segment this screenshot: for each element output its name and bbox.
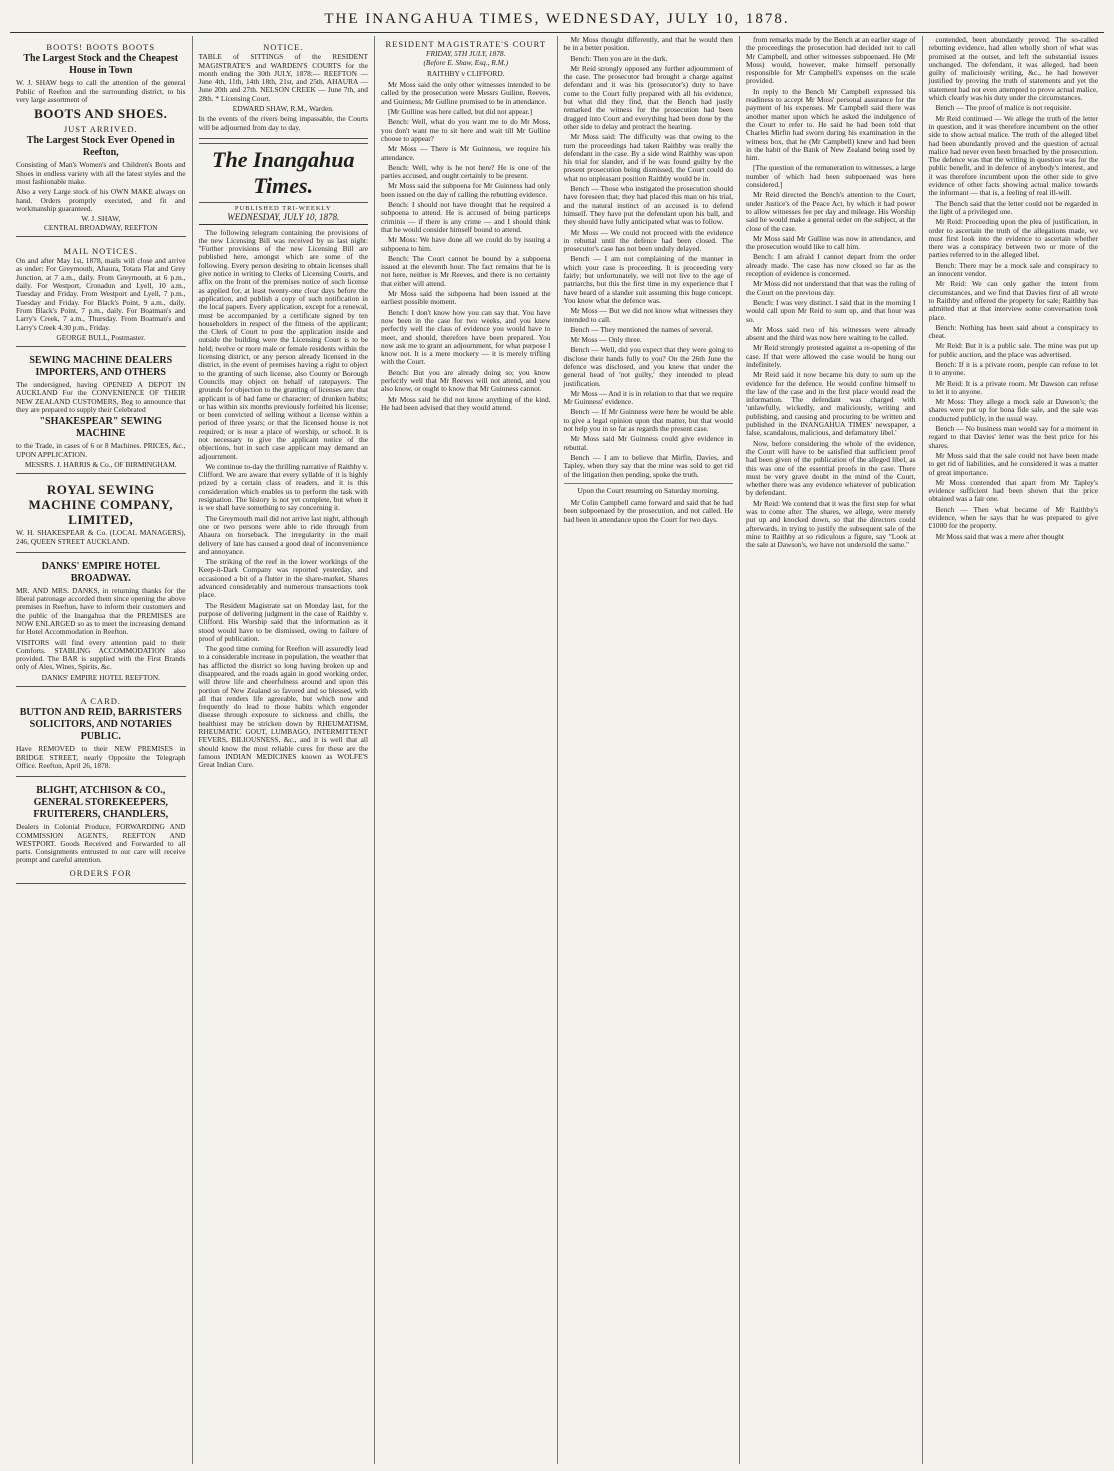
- court-date: FRIDAY, 5TH JULY, 1878.: [426, 49, 506, 59]
- ad-boots-sub: JUST ARRIVED.: [63, 124, 138, 135]
- col4-p5: Bench — Those who instigated the prosecution should have foreseen that; they had placed this man on his trial, and the natural instinct of an accused is to defend himself. They have put the defendant upon his ball, and they should have fully anticipated what was to follow.: [563, 184, 733, 227]
- col4-p14: Mr Moss said Mr Guinness could give evidence in rebuttal.: [563, 434, 733, 452]
- col4-p16: Mr Colin Campbell came forward and said that he had been subpoenaed by the prosecution, and not called. He had been in attendance upon the Court for two days.: [563, 498, 733, 524]
- court-p7: Bench: I should not have thought that he required a subpoena to attend. He is accused of being particeps criminis — if there is any crime — and I should think that he would consider himself bound to attend.: [381, 200, 551, 234]
- editorial-p4: The striking of the reef in the lower workings of the Keep-it-Dark Company was reported yesterday, and occasioned a bit of a flutter in the share-market. Shares advanced considerably and numerous transactions took place.: [198, 557, 368, 600]
- col6-p11: Mr Reid: It is a private room. Mr Dawson can refuse to let it to anyone.: [928, 378, 1098, 396]
- ad-sewing-text2: to the Trade, in cases of 6 or 8 Machines. PRICES, &c., UPON APPLICATION.: [16, 441, 186, 459]
- column-5: [740, 36, 923, 1464]
- col5-p1: from remarks made by the Bench at an earlier stage of the proceedings the prosecution had decided not to call Mr Campbell, and other witnesses subpoenaed. He (Mr Moss) would, however, make himself personally responsible for Mr Campbell's expenses on the scale provided.: [746, 36, 916, 86]
- ad-boots-text2: Consisting of Man's Women's and Children's Boots and Shoes in endless variety with all the latest styles and the most fashionable make.: [16, 160, 186, 187]
- court-p5: Bench: Well, why is he not here? He is one of the parties accused, and ought certainly to be present.: [381, 162, 551, 181]
- ad-mail-text: On and after May 1st, 1878, mails will close and arrive as under: For Greymouth, Ahaura, Totara Flat and Grey Junction, at 7 a.m., daily. From Greymouth, at 6 p.m., daily. For Westport, Cronadun and Lyell, 10 a.m., Tuesday and Friday. From Westport and Lyell, 7 p.m., Tuesday and Friday. For Black's Point, 9 a.m., daily. From Black's Point, 7 p.m., daily. For Boatman's and Larry's Creek, 7 a.m., Thursday. From Boatman's and Larry's Creek 4.30 p.m., Friday.: [16, 256, 186, 332]
- col6-p10: Bench: If it is a private room, people can refuse to let it to anyone.: [928, 359, 1098, 378]
- court-case: RAITHBY v CLIFFORD.: [426, 68, 505, 78]
- court-p11: Bench: I don't know how you can say that. You have now been in the case for two weeks, and you knew perfectly well the class of evidence you would have to meet, and should, therefore have been prepared. You now ask me to grant an adjournment, for what purpose I know not. It is a mere mockery — it is merely trifling with the Court.: [381, 307, 551, 367]
- editorial-p3: The Greymouth mail did not arrive last night, although one or two persons were able to ride through from Ahaura on horseback. The irregularity in the mail delivery of late has caused a good deal of inconvenience and annoyance.: [198, 513, 368, 556]
- court-p10: Mr Moss said the subpoena had been issued at the earliest possible moment.: [381, 289, 551, 307]
- notice-text: TABLE of SITTINGS of the RESIDENT MAGISTRATE'S and WARDEN'S COURTS for the month ending the 30th JULY, 1878:— REEFTON — June 4th, 11th, 14th 18th, 21st, and 25th. AHAURA — June 20th and 27th. NELSON CREEK — June 7th, and 28th. * Licensing Court.: [198, 52, 368, 103]
- ad-boots-title: The Largest Stock and the Cheapest House in Town: [23, 53, 179, 77]
- ad-boots-text: W. J. SHAW begs to call the attention of the general Public of Reefton and the surrounding district, to his very large assortment of: [16, 78, 186, 104]
- col5-p7: Mr Moss did not understand that that was the ruling of the Court on the previous day.: [746, 279, 916, 297]
- court-p8: Mr Moss: We have done all we could do by issuing a subpoena to him.: [381, 235, 551, 253]
- ad-blight-text: Dealers in Colonial Produce, FORWARDING AND COMMISSION AGENTS, REEFTON AND WESTPORT. Goods Received and Forwarded to all parts. Consignments entrusted to our care will receive prompt and careful attention.: [16, 822, 186, 865]
- col6-p9: Mr Reid: But it is a public sale. The mine was put up for public auction, and the place was advertised.: [928, 341, 1098, 359]
- ad-card-text: Have REMOVED to their NEW PREMISES in BRIDGE STREET, nearly Opposite the Telegraph Office. Reefton, April 26, 1878.: [16, 744, 186, 770]
- col4-p9: Bench — They mentioned the names of several.: [570, 324, 713, 334]
- col5-p5: Mr Moss said Mr Gulline was now in attendance, and the prosecution would like to call him.: [746, 233, 916, 252]
- col6-p12: Mr Moss: They allege a mock sale at Dawson's; the shares were put up for bona fide sale, and the sale was conducted publicly, in the usual way.: [928, 397, 1098, 423]
- ad-boots: [16, 36, 186, 237]
- court-p3: Bench: Well, what do you want me to do Mr Moss, you don't want me to sit here and wait till Mr Gulline choose to appear?: [381, 117, 551, 143]
- col6-p4: The Bench said that the letter could not be regarded in the light of a privileged one.: [928, 198, 1098, 216]
- ad-boots-title2: The Largest Stock Ever Opened in Reefton,: [26, 135, 175, 159]
- ad-boots-addr: CENTRAL BROADWAY, REEFTON: [43, 222, 158, 232]
- ad-hotel-text: MR. AND MRS. DANKS, in returning thanks for the liberal patronage accorded them since opening the above premises in Reefton, have to inform their customers and the public of the Inangahua that the PREMISES are NOW ENLARGED so as to meet the increasing demand for Hotel Accommodation in Reefton.: [16, 585, 186, 637]
- col4-p11: Bench — Well, did you expect that they were going to disclose their hands fully to you? On the 26th June the defence was disclosed, and you knew that under the general head of 'not guilty,' they intended to plead justification.: [563, 345, 733, 388]
- col6-p1: contended, been abundantly proved. The so-called rebutting evidence, had allen wholly short of what was promised at the outset, and left the substantial issues unchanged. The defendant, it was alleged, had been guilty of maliciously writing, &c., he had however justified by proving the truth of statements and yet the statement had not even attempted to prove actual malice, which clearly was his duty under the circumstances.: [928, 36, 1098, 103]
- col4-upon: Upon the Court resuming on Saturday morning,: [564, 483, 734, 495]
- col4-p7: Bench — I am not complaining of the manner in which your case is proceeding. It is proceeding very fairly; but unfortunately, we will not live to the age of patriarchs, but this the first time in my experience that I have heard of a slander suit assuming this huge concept. You know what the defence was.: [563, 254, 733, 305]
- court-head: RESIDENT MAGISTRATE'S COURT: [385, 39, 547, 49]
- ad-sewing-big: SEWING MACHINE DEALERS IMPORTERS, AND OTHERS: [29, 355, 173, 379]
- columns: [10, 36, 1104, 1464]
- col5-p11: Mr Reid said it now became his duty to sum up the evidence for the defence. He would confine himself to the law of the case and in the first place would read the information. The defendant was charged with 'unlawfully, wickedly, and maliciously, writing and publishing, and causing and procuring to be written and published in the INANGAHUA TIMES' newspaper, a false, scandalous, malicious, and defamatory libel.': [746, 370, 916, 438]
- col6-p15: Mr Moss contended that apart from Mr Tapley's evidence sufficient had been shown that the price obtained was a fair one.: [928, 477, 1098, 504]
- col6-p2: Bench — The proof of malice is not requisite.: [935, 103, 1072, 113]
- paper-sub: PUBLISHED TRI-WEEKLY: [234, 204, 332, 212]
- ad-card-big: BUTTON AND REID, BARRISTERS SOLICITORS, AND NOTARIES PUBLIC.: [19, 707, 182, 743]
- court-p12: Bench: But you are already doing so; you know perfectly well that Mr Reeves will not attend, and you also know, or ought to know that Mr Guinness cannot.: [381, 367, 551, 394]
- court-p4: Mr Moss — There is Mr Guinness, we require his attendance.: [381, 144, 551, 162]
- editorial-p2: We continue to-day the thrilling narrative of Raithby v. Clifford. We are aware that every syllable of it is highly prized by a certain class of readers, and it is this consideration which enables us to perform the task with resignation. The history is not yet complete, but when it is we shall have something to say concerning it.: [198, 461, 368, 513]
- masthead: THE INANGAHUA TIMES, WEDNESDAY, JULY 10, 1878.: [10, 6, 1104, 33]
- column-4: [558, 36, 741, 1464]
- ad-card: [16, 690, 186, 777]
- paper-title: The Inangahua Times.: [199, 143, 369, 203]
- column-3: [375, 36, 558, 1464]
- ad-blight-big: BLIGHT, ATCHISON & CO., GENERAL STOREKEEPERS, FRUITERERS, CHANDLERS,: [33, 785, 169, 821]
- column-6: [923, 36, 1105, 1464]
- col4-p12: Mr Moss — And it is in relation to that that we require Mr Guinness' evidence.: [563, 388, 733, 407]
- ad-blight-foot: ORDERS FOR: [69, 867, 132, 878]
- column-2: [193, 36, 376, 1464]
- col4-p8: Mr Moss — But we did not know what witnesses they intended to call.: [563, 306, 733, 324]
- col4-p10: Mr Moss — Only three.: [570, 335, 642, 345]
- col5-p3: [The question of the remuneration to witnesses, a large number of which had been subpoenaed was here considered.]: [746, 163, 916, 190]
- court-p1: Mr Moss said the only other witnesses intended to be called by the prosecution were Messrs Guiline, Reeves, and Guinness, Mr Gulline promised to be in attendance.: [381, 80, 551, 106]
- col5-p2: In reply to the Bench Mr Campbell expressed his readiness to accept Mr Moss' personal assurance for the payment of his expenses. Mr Campbell said there was another matter upon which he asked the indulgence of the Court to refer to. He said he had been told that Charles Mirfin had sworn during his examination in the witness box, that he (Mr Campbell) knew and had been in the habit of the Bank of New Zealand being used by him.: [746, 86, 916, 163]
- col4-p15: Bench — I am to believe that Mirfin, Davies, and Tapley, when they say that the mine was sold to get rid of the litigation then pending, spoke the truth.: [563, 452, 733, 479]
- col6-p8: Bench: Nothing has been said about a conspiracy to cheat.: [928, 322, 1098, 341]
- ad-blight: [16, 780, 186, 884]
- ad-hotel-text2: VISITORS will find every attention paid to their Comforts. STABLING ACCOMMODATION also provided. The BAR is supplied with the First Brands only of Ales, Wines, Spirits, &c.: [16, 637, 186, 672]
- court-p6: Mr Moss said the subpoena for Mr Guinness had only been issued on the day of calling the rebutting evidence.: [381, 181, 551, 199]
- col6-p7: Mr Reid: We can only gather the intent from circumstances, and we find that Davies first of all wrote to Raithby and offered the property for sale; Raithby has admitted that at that interview some conversation took place.: [928, 279, 1098, 322]
- court-p2: [Mr Gulline was here called, but did not appear.]: [388, 107, 533, 117]
- dateline: WEDNESDAY, JULY 10, 1878.: [199, 213, 369, 224]
- ad-card-head: A CARD.: [80, 696, 122, 707]
- col4-p6: Mr Moss — We could not proceed with the evidence in rebuttal until the defence had been closed. The prosecutor's case has not been unduly delayed.: [563, 227, 733, 254]
- ad-sewing: [16, 350, 186, 474]
- ad-mail: [16, 240, 186, 347]
- ad-boots-text3: Also a very Large stock of his OWN MAKE always on hand. Orders promptly executed, and fit and workmanship guaranteed.: [16, 187, 186, 213]
- col6-p17: Mr Moss said that was a mere after thought: [935, 531, 1064, 541]
- ad-sewing-title: "SHAKESPEAR" SEWING MACHINE: [39, 416, 163, 440]
- col6-p6: Bench: There may be a mock sale and conspiracy to an innocent vendor.: [928, 260, 1098, 279]
- editorial-p1: The following telegram containing the provisions of the new Licensing Bill was received by us last night: "Further provisions of the new Licensing Bill are published here, amongst which are some of the following. Every person desiring to obtain licenses shall give notice in writing to Clerks of Licensing Courts, and affix on the front of the premises notice of such license as applied for, at least twenty-one clear days before the application, and publish a copy of such notification in the local papers. Every application, except for a renewal, must be accompanied by a certificate signed by ten householders in respect of the fitness of the applicant; the Clerk of Court to post the application inside and outside the building were the Licensing Court is to be held; twelve or more male or female residents within the licensing district, or any person already licensed in the district, in the event of premises having a right to object to the granting of such license, also County or Borough Councils may object on behalf of ratepayers. The grounds for objection to the granting of licenses are: that applicant is of bad fame or character; of drunken habits; or has within six months previously forfeited his license; or been convicted of selling without a license within a period of three years; or that the licensed house is not required; or is near a place of worship, or school. It is not necessary to give the applicant notice of the objections, but in such case applicant may demand an adjournment.: [198, 227, 368, 461]
- col4-p13: Bench — If Mr Guinness were here he would be able to give a legal opinion upon that matter, but that would not help you in so far as regards the present case.: [563, 407, 733, 434]
- col5-p4: Mr Reid directed the Bench's attention to the Court, under Justice's of the Peace Act, by which it had power to allow witnesses fee per day and mileage. His Worship said he would make a general order on the subject, at the close of the case.: [746, 190, 916, 233]
- notice-head: NOTICE.: [263, 42, 304, 52]
- ad-hotel-big: DANKS' EMPIRE HOTEL BROADWAY.: [41, 560, 160, 584]
- col5-p12: Now, before considering the whole of the evidence, the Court will have to be satisfied that sufficient proof had been given of the publication of the alleged libel, as this was one of the essential proofs in the case. There must be very grave doubt in the mind of the Court, whether there was any evidence whatever of publication by defendant.: [746, 438, 916, 498]
- court-p13: Mr Moss said he did not know anything of the kind. He had been advised that they would attend.: [381, 394, 551, 412]
- col6-p16: Bench — Then what became of Mr Raithby's evidence, when he says that he was prepared to give £1000 for the property.: [928, 504, 1098, 531]
- col4-p2: Bench: Then you are in the dark.: [570, 53, 668, 63]
- ad-royal-big: ROYAL SEWING MACHINE COMPANY, LIMITED,: [28, 482, 173, 528]
- ad-mail-head: MAIL NOTICES.: [63, 245, 139, 256]
- ad-boots-sig: W. J. SHAW,: [81, 214, 121, 224]
- court-p9: Bench: The Court cannot be bound by a subpoena issued at the eleventh hour. The fact remains that he is not here, neither is Mr Reeves, and there is no certainty that either will attend.: [381, 253, 551, 288]
- col4-p4: Mr Moss said: The difficulty was that owing to the turn the proceedings had taken Raithby was really the defendant in the case. By a side wind Raithby was upon his trial for slander, and if he was found guilty by the present prosecution being dismissed, the Court could do what no unpleasant position Raithby would be in.: [563, 132, 733, 183]
- editorial-p5: The Resident Magistrate sat on Monday last, for the purpose of delivering judgment in the case of Raithby v. Clifford. His Worship said that the information as it stood would have to be dismissed, owing to failure of proof of publication.: [198, 600, 368, 643]
- column-1: [10, 36, 193, 1464]
- ad-mail-sig: GEORGE BULL, Postmaster.: [56, 332, 146, 342]
- col6-p5: Mr Reid: Proceeding upon the plea of justification, in order to ascertain the truth of the allegations made, we must first look into the evidence to ascertain whether there was a conspiracy between two or more of the parties referred to in the alleged libel.: [928, 217, 1098, 260]
- col5-p10: Mr Reid strongly protested against a re-opening of the case. If that were allowed the case would be hung out indefinitely.: [746, 343, 916, 369]
- ad-sewing-text: The undersigned, having OPENED A DEPOT IN AUCKLAND For the CONVENIENCE OF THEIR NEW ZEALAND CUSTOMERS, Beg to announce that they are prepared to supply their Celebrated: [16, 380, 186, 415]
- editorial-p6: The good time coming for Reefton will assuredly lead to a considerable increase in population, the weather that has afflicted the district so long having broken up and disappeared, and the roads again in good working order, will throw life and cheerfulness around and upon this portion of New Zealand so favored and so blessed, with all that renders life agreeable, but which now and frequently do lead to those habits which engender disease through exposure to sickness and chills, the healthiest may be stricken down by RHEUMATISM, RHEUMATIC GOUT, LUMBAGO, INTERMITTENT FEVERS, BILIOUSNESS, &c., and it is well that all should know the most reliable cures for these are the famous INDIAN MEDICINES known as WOLFE'S Great Indian Cure.: [198, 644, 368, 770]
- col5-p13: Mr Reid: We contend that it was the first step for what was to come after. The shares, we allege, were merely put up and knocked down, so that the directors could afterwards, in trying to justify the subsequent sale of the mine to Raithby at so ridiculous a figure, say "Look at the sale at Dawson's, we have not undersold the same.": [746, 498, 916, 550]
- col5-p9: Mr Moss said two of his witnesses were already absent and the third was now here waiting to be called.: [746, 324, 916, 343]
- notice: [199, 36, 369, 139]
- notice-text2: In the events of the rivers being impassable, the Courts will be adjourned from day to day.: [198, 114, 368, 132]
- ad-sewing-sig: MESSRS. J. HARRIS & Co., OF BIRMINGHAM.: [24, 459, 177, 469]
- court-before: (Before E. Shaw, Esq., R.M.): [423, 57, 509, 67]
- ad-boots-head: BOOTS! BOOTS BOOTS: [46, 42, 156, 52]
- ad-royal-text: W. H. SHAKESPEAR & Co. (LOCAL MANAGERS), 246, QUEEN STREET AUCKLAND.: [16, 528, 186, 546]
- col4-p1: Mr Moss thought differently, and that he would then be in a better position.: [563, 36, 733, 53]
- ad-royal: [16, 477, 186, 553]
- col4-p3: Mr Reid strongly opposed any further adjournment of the case. The prosecutor had brought a charge against defendant and it was his (prosecutor's) duty to have come to the Court fully prepared with all his evidence, but what did they find, that the Bench had justly remarked the witness for the prosecution had been dragged into Court and everything had been done by the other side to delay and protract the hearing.: [563, 63, 733, 131]
- col5-p8: Bench: I was very distinct. I said that in the morning I would call upon Mr Reid to sum up, and that hour was so.: [746, 297, 916, 324]
- col6-p3: Mr Reid continued — We allege the truth of the letter in question, and it was therefore incumbent on the other side to show actual malice. The truth of the alleged libel had been abundantly proved and the question of actual malice had never even been broached by the prosecution. The defence was that the writing in question was for the public benefit, and in defence of anybody's interest, and it was therefore incumbent upon the other side to give evidence of other facts showing actual malice towards the informant — that is, a feeling of real ill-will.: [928, 113, 1098, 198]
- ad-boots-big: BOOTS AND SHOES.: [34, 106, 168, 122]
- ad-hotel-sig: DANKS' EMPIRE HOTEL REEFTON.: [41, 672, 160, 682]
- col6-p13: Bench — No business man would say for a moment in regard to that Davies' letter was the best price for his shares.: [928, 424, 1098, 450]
- ad-hotel: [16, 556, 186, 687]
- col5-p6: Bench: I am afraid I cannot depart from the order already made. The case has now closed so far as the reception of evidence is concerned.: [746, 252, 916, 279]
- col6-p14: Mr Moss said that the sale could not have been made to get rid of liabilities, and he considered it was a matter of great importance.: [928, 450, 1098, 477]
- notice-sig: EDWARD SHAW, R.M., Warden.: [232, 104, 334, 114]
